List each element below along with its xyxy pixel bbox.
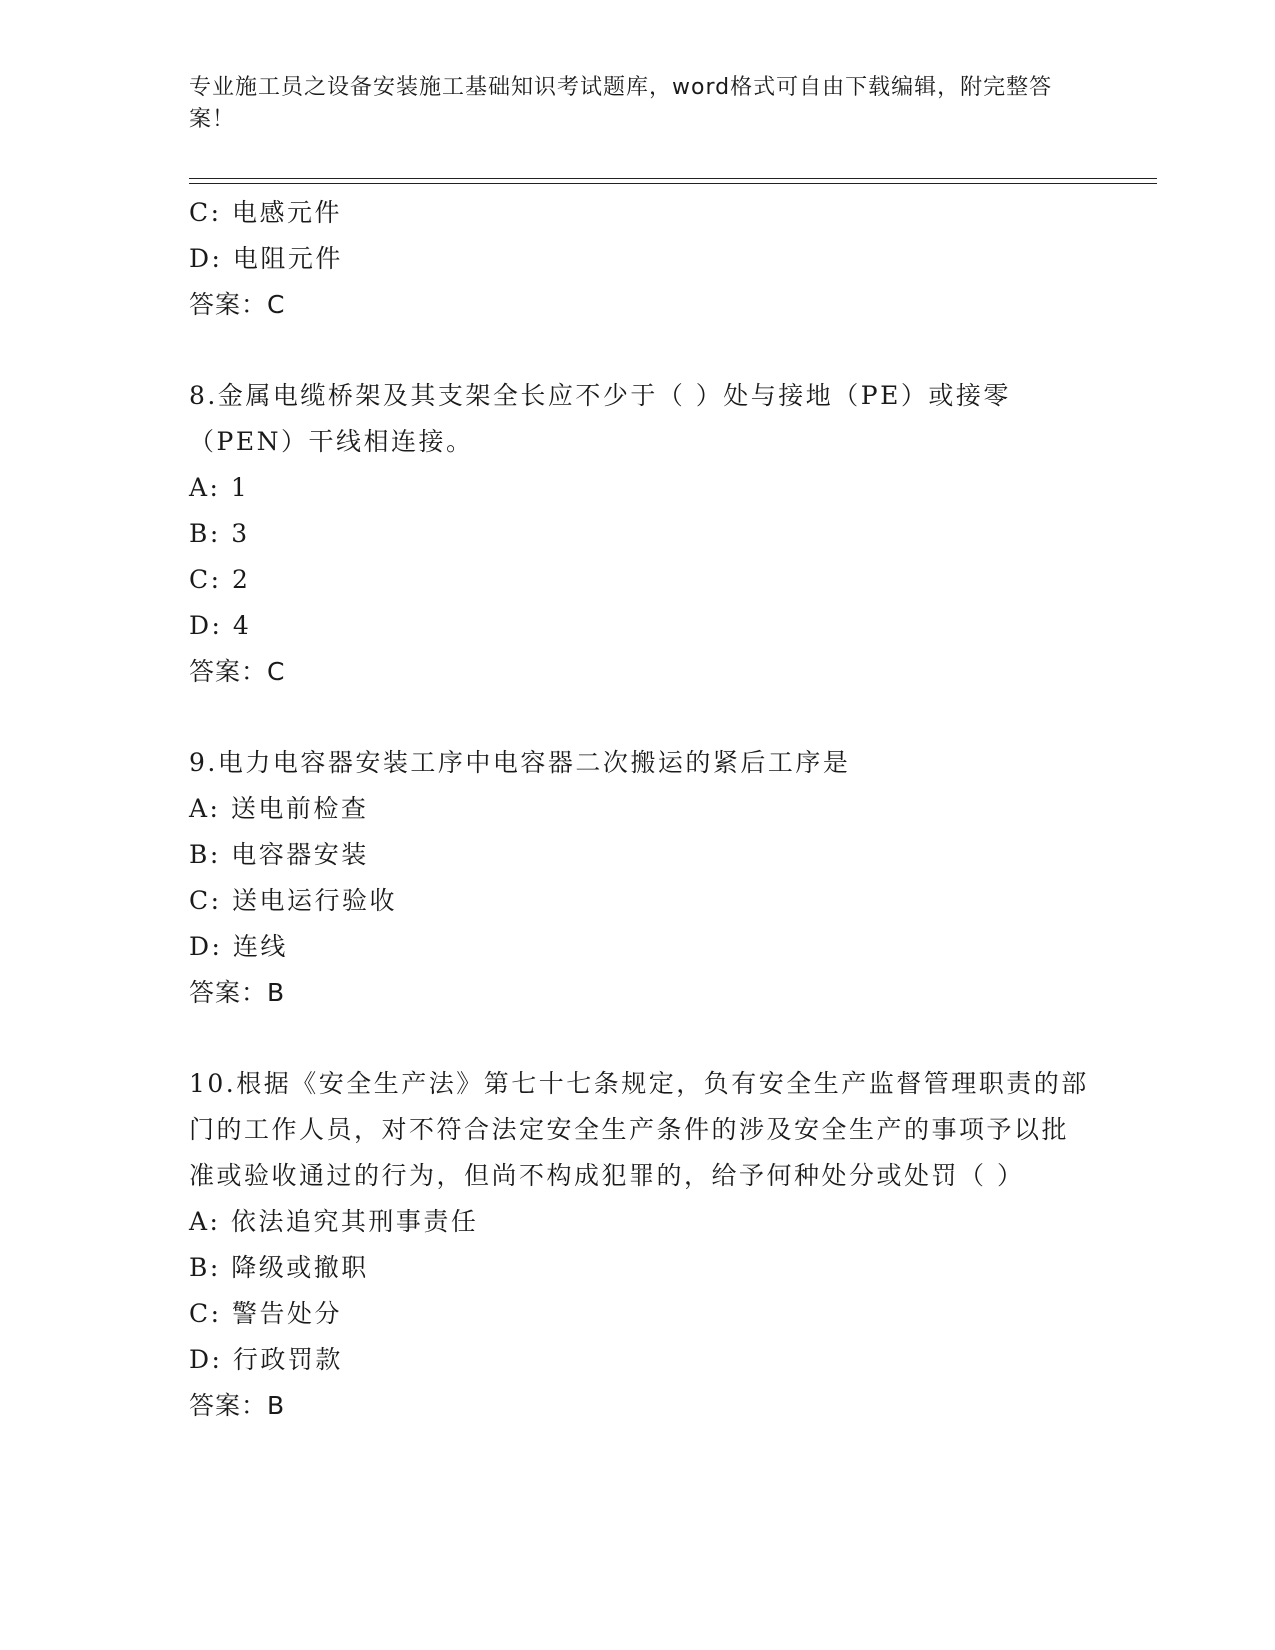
option-b: B: 3 bbox=[189, 519, 250, 548]
answer-line: 答案：B bbox=[189, 978, 286, 1007]
question-list bbox=[189, 190, 1089, 1429]
answer-line: 答案：C bbox=[189, 290, 286, 319]
document-header: 专业施工员之设备安装施工基础知识考试题库，word格式可自由下载编辑，附完整答案！ bbox=[189, 75, 1053, 132]
spacer bbox=[189, 328, 1089, 373]
question-text: 10.根据《安全生产法》第七十七条规定，负有安全生产监督管理职责的部门的工作人员，对不符合法定安全生产条件的涉及安全生产的事项予以批准或验收通过的行为，但尚不构成犯罪的，给予何种处分或处罚（ ） bbox=[189, 1069, 1089, 1190]
spacer bbox=[189, 1016, 1089, 1061]
answer-line: 答案：B bbox=[189, 1391, 286, 1420]
option-c: C: 警告处分 bbox=[189, 1299, 342, 1328]
question-9 bbox=[189, 740, 1089, 1016]
option-b: B: 电容器安装 bbox=[189, 840, 369, 869]
spacer bbox=[189, 695, 1089, 740]
option-d: D: 4 bbox=[189, 611, 252, 640]
question-8 bbox=[189, 373, 1089, 695]
question-text: 8.金属电缆桥架及其支架全长应不少于（ ）处与接地（PE）或接零（PEN）干线相连接。 bbox=[189, 381, 1011, 456]
option-c: C: 电感元件 bbox=[189, 198, 342, 227]
option-c: C: 送电运行验收 bbox=[189, 886, 397, 915]
option-a: A: 依法追究其刑事责任 bbox=[189, 1207, 479, 1236]
previous-question-tail bbox=[189, 190, 1089, 328]
answer-line: 答案：C bbox=[189, 657, 286, 686]
header-divider-bottom bbox=[189, 183, 1157, 184]
option-d: D: 行政罚款 bbox=[189, 1345, 343, 1374]
option-a: A: 1 bbox=[189, 473, 250, 502]
option-d: D: 连线 bbox=[189, 932, 288, 961]
question-10 bbox=[189, 1061, 1089, 1429]
option-b: B: 降级或撤职 bbox=[189, 1253, 369, 1282]
option-c: C: 2 bbox=[189, 565, 251, 594]
question-text: 9.电力电容器安装工序中电容器二次搬运的紧后工序是 bbox=[189, 748, 851, 777]
option-d: D: 电阻元件 bbox=[189, 244, 343, 273]
header-divider-top bbox=[189, 178, 1157, 179]
option-a: A: 送电前检查 bbox=[189, 794, 369, 823]
